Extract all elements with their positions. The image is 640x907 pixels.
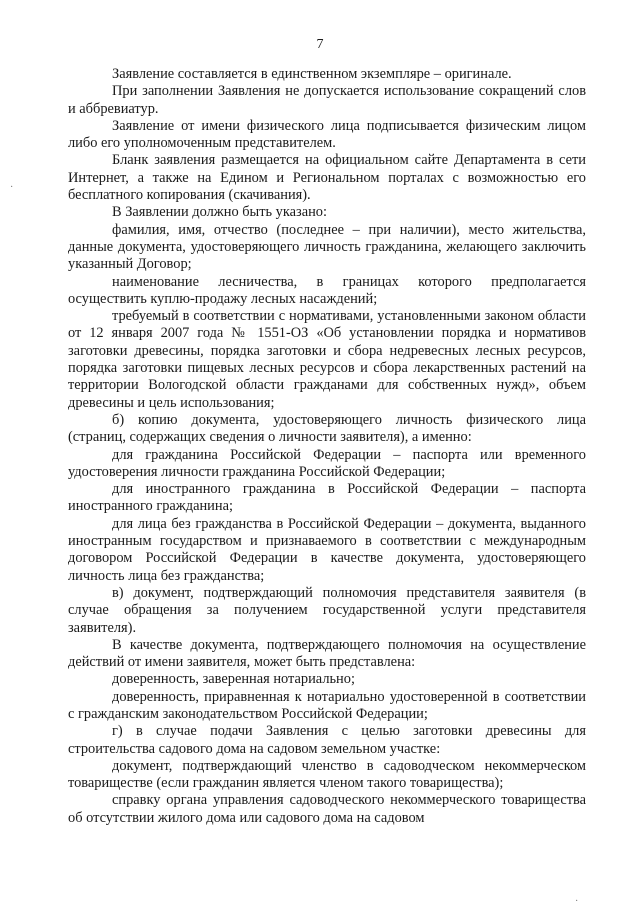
scan-speck: · (575, 896, 579, 907)
paragraph: доверенность, заверенная нотариально; (112, 671, 355, 688)
page-number: 7 (316, 37, 324, 52)
paragraph: В Заявлении должно быть указано: (112, 204, 327, 221)
paragraph: б) копию документа, удостоверяющего личность физического лица (страниц, содержащих сведения о личности заявителя), а именно: (68, 411, 586, 446)
paragraph: для лица без гражданства в Российской Федерации – документа, выданного иностранным государством и признаваемого в соответствии с международным договором Российской Федерации в качестве документа, удостоверяющего личность лица без гражданства; (68, 515, 586, 584)
body-text (68, 66, 586, 827)
paragraph: для иностранного гражданина в Российской Федерации – паспорта иностранного гражданина; (68, 481, 586, 515)
paragraph: г) в случае подачи Заявления с целью заготовки древесины для строительства садового дома на садовом земельном участке: (68, 723, 586, 757)
paragraph: наименование лесничества, в границах которого предполагается осуществить куплю-продажу лесных насаждений; (68, 273, 586, 307)
scan-speck: · (10, 182, 14, 193)
paragraph: для гражданина Российской Федерации – паспорта или временного удостоверения личности гражданина Российской Федерации; (68, 446, 586, 480)
paragraph: Заявление составляется в единственном экземпляре – оригинале. (112, 66, 512, 82)
paragraph: доверенность, приравненная к нотариально удостоверенной в соответствии с гражданским законодательством Российской Федерации; (68, 688, 586, 722)
paragraph: При заполнении Заявления не допускается использование сокращений слов и аббревиатур. (68, 83, 586, 117)
paragraph: Бланк заявления размещается на официальном сайте Департамента в сети Интернет, а также на Едином и Региональном порталах с возможностью его бесплатного копирования (скачивания). (68, 152, 586, 204)
paragraph: В качестве документа, подтверждающего полномочия на осуществление действий от имени заявителя, может быть представлена: (68, 636, 586, 671)
paragraph: справку органа управления садоводческого некоммерческого товарищества об отсутствии жилого дома или садового дома на садовом (68, 792, 586, 826)
paragraph: в) документ, подтверждающий полномочия представителя заявителя (в случае обращения за получением государственной услуги представителя заявителя). (68, 584, 586, 636)
paragraph: требуемый в соответствии с нормативами, установленными законом области от 12 января 2007 года № 1551-ОЗ «Об установлении порядка и нормативов заготовки древесины, порядка заготовки и сбора недревесных лесных ресурсов, порядка заготовки пищевых лесных ресурсов и сбора лекарственных растений на территории Вологодской области гражданами для собственных нужд», объем древесины и цель использования; (68, 308, 586, 411)
paragraph: документ, подтверждающий членство в садоводческом некоммерческом товариществе (если гражданин является членом такого товарищества); (68, 757, 586, 792)
paragraph: Заявление от имени физического лица подписывается физическим лицом либо его уполномоченным представителем. (68, 117, 586, 152)
paragraph: фамилия, имя, отчество (последнее – при наличии), место жительства, данные документа, удостоверяющего личность гражданина, желающего заключить указанный Договор; (68, 221, 586, 273)
